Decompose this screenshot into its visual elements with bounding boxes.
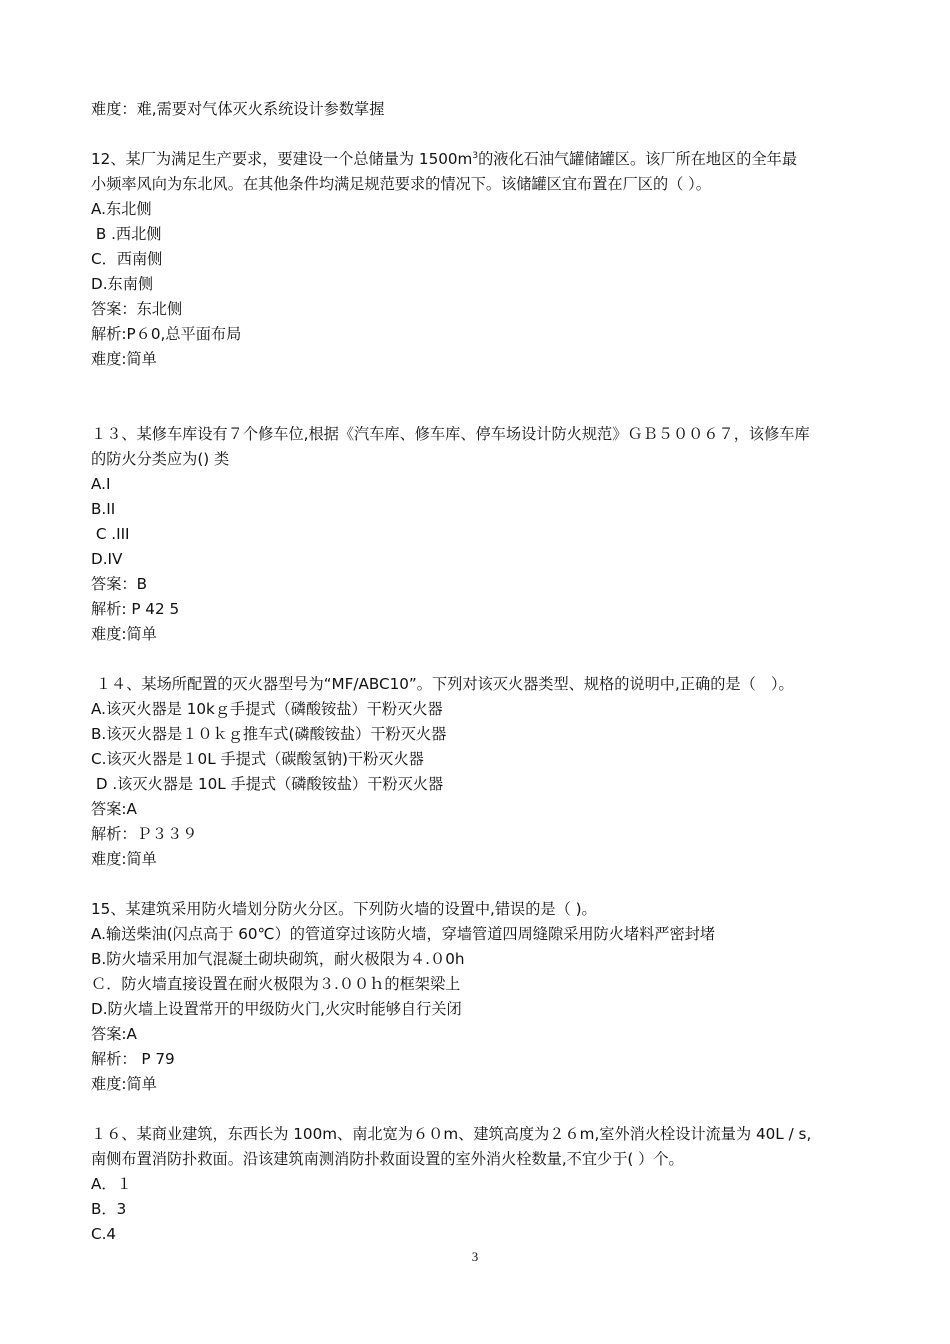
question-12-analysis: 解析:P６0,总平面布局 [91, 325, 242, 343]
question-13-difficulty: 难度:简单 [91, 625, 157, 643]
question-16-stem-line-1: １６、某商业建筑，东西长为 100m、南北宽为６０m、建筑高度为２６m,室外消火栓设计流量为 40L / s, [91, 1125, 812, 1143]
question-12-option-b: B .西北侧 [91, 225, 162, 243]
question-14-difficulty: 难度:简单 [91, 850, 157, 868]
question-12-answer: 答案：东北侧 [91, 300, 183, 318]
question-16-option-a: A．１ [91, 1175, 132, 1193]
question-14-stem-line-1: １４、某场所配置的灭火器型号为“MF/ABC10”。下列对该灭火器类型、规格的说明中,正确的是（ ）。 [91, 675, 794, 693]
question-14-option-d: D .该灭火器是 10L 手提式（磷酸铵盐）干粉灭火器 [91, 775, 444, 793]
question-15-answer: 答案:A [91, 1025, 137, 1043]
question-14-option-b: B.该灭火器是１０ｋｇ推车式(磷酸铵盐）干粉灭火器 [91, 725, 447, 743]
page-content [91, 97, 891, 1247]
question-14-option-a: A.该灭火器是 10kｇ手提式（磷酸铵盐）干粉灭火器 [91, 700, 443, 718]
question-13-analysis: 解析: P 42 5 [91, 600, 180, 618]
page-number: 3 [471, 1249, 479, 1264]
question-14-option-c: C.该灭火器是１0L 手提式（碳酸氢钠)干粉灭火器 [91, 750, 424, 768]
question-15 [91, 897, 891, 1097]
question-12-stem-line-2: 小频率风向为东北风。在其他条件均满足规范要求的情况下。该储罐区宜布置在厂区的（ ）。 [91, 175, 711, 193]
question-13-option-d: D.IV [91, 550, 123, 568]
question-12-option-c: C．西南侧 [91, 250, 163, 268]
question-14-answer: 答案:A [91, 800, 137, 818]
superscript-3: 3 [472, 151, 479, 161]
question-16-option-c: C.4 [91, 1225, 117, 1243]
question-15-stem-line-1: 15、某建筑采用防火墙划分防火分区。下列防火墙的设置中,错误的是（ )。 [91, 900, 597, 918]
question-12-stem-line-1: 12、某厂为满足生产要求，要建设一个总储量为 $1500m^3$的液化石油气罐储罐区。该厂所在地区的全年最 [91, 150, 798, 168]
question-12-difficulty: 难度:简单 [91, 350, 157, 368]
question-15-option-b: B.防火墙采用加气混凝土砌块砌筑，耐火极限为４.０0h [91, 950, 465, 968]
question-13-answer: 答案：B [91, 575, 147, 593]
question-16 [91, 1122, 891, 1247]
question-13-stem-line-2: 的防火分类应为() 类 [91, 450, 230, 468]
question-15-analysis: 解析： P 79 [91, 1050, 175, 1068]
question-15-option-c: Ｃ．防火墙直接设置在耐火极限为３.００ｈ的框架梁上 [91, 975, 461, 993]
question-16-stem-line-2: 南侧布置消防扑救面。沿该建筑南测消防扑救面设置的室外消火栓数量,不宜少于( ）个。 [91, 1150, 684, 1168]
question-12 [91, 147, 891, 372]
question-13-option-b: B.II [91, 500, 116, 518]
question-12-option-d: D.东南侧 [91, 275, 154, 293]
question-13 [91, 422, 891, 647]
question-13-stem-line-1: １３、某修车库设有７个修车位,根据《汽车库、修车库、停车场设计防火规范》ＧＢ５００６７，该修车库 [91, 425, 810, 443]
question-14 [91, 672, 891, 872]
question-14-analysis: 解析：Ｐ３３９ [91, 825, 198, 843]
question-16-option-b: B．3 [91, 1200, 127, 1218]
question-13-option-a: A.I [91, 475, 111, 493]
previous-difficulty-line: 难度：难,需要对气体灭火系统设计参数掌握 [91, 100, 385, 118]
question-15-option-d: D.防火墙上设置常开的甲级防火门,火灾时能够自行关闭 [91, 1000, 462, 1018]
question-12-option-a: A.东北侧 [91, 200, 152, 218]
question-15-difficulty: 难度:简单 [91, 1075, 157, 1093]
question-15-option-a: A.输送柴油(闪点高于 60℃）的管道穿过该防火墙，穿墙管道四周缝隙采用防火堵料严密封堵 [91, 925, 716, 943]
question-13-option-c: C .III [91, 525, 130, 543]
